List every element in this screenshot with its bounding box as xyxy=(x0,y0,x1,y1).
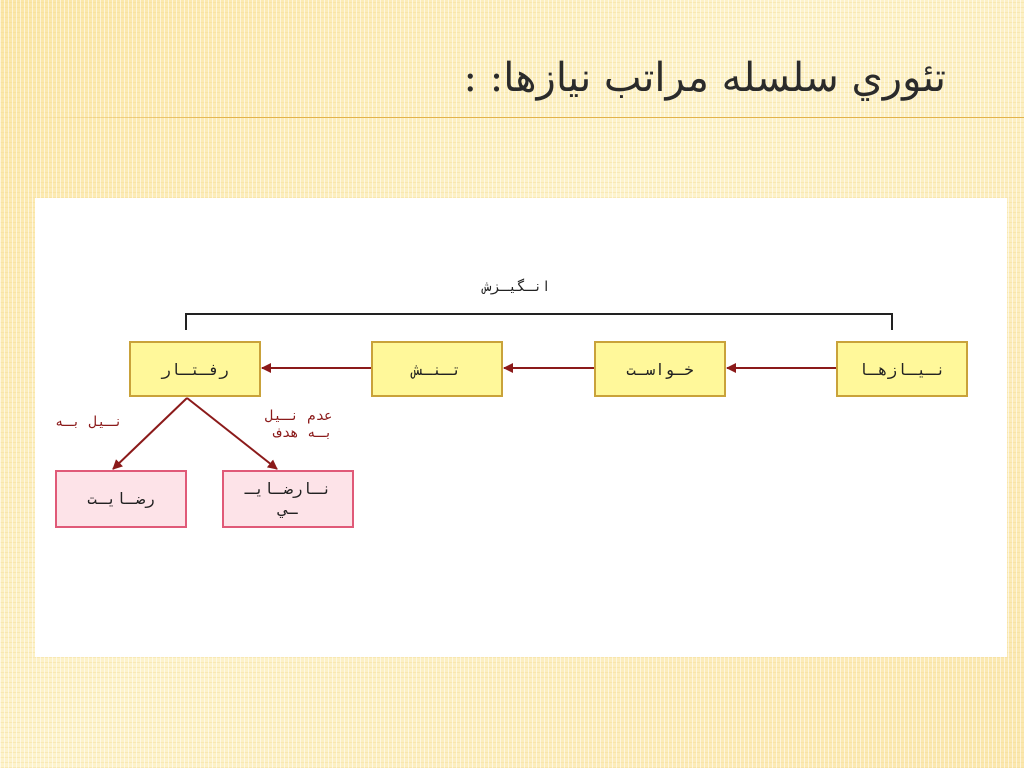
edge-label-not-achieve xyxy=(265,408,332,442)
motivation-bracket xyxy=(186,314,892,330)
node-tension-label: تـنـش xyxy=(412,359,462,379)
edge-label-not-achieve-line1: عدم نـيل xyxy=(265,408,333,424)
node-needs-label: نـيـازهـا xyxy=(858,359,946,379)
arrow-behavior-to-satisfaction xyxy=(113,398,187,469)
node-dissatisfaction-label-line1: نـارضـايـ xyxy=(244,479,332,498)
edge-label-achieve: نـيل بـه xyxy=(55,414,123,430)
node-behavior-label: رفـتـار xyxy=(161,359,229,379)
node-dissatisfaction xyxy=(222,470,354,528)
diagram-connectors xyxy=(35,198,1007,657)
slide-title: تئوري سلسله مراتب نيازها: : xyxy=(463,55,946,101)
node-satisfaction xyxy=(55,470,187,528)
title-underline xyxy=(30,117,1024,118)
node-desire-label: خـواسـت xyxy=(626,359,694,379)
title-area xyxy=(0,0,1024,120)
node-satisfaction-label: رضـايـت xyxy=(87,489,155,508)
node-tension xyxy=(371,341,503,397)
motivation-label: انـگيـزش xyxy=(483,279,551,295)
node-desire xyxy=(594,341,726,397)
node-needs xyxy=(836,341,968,397)
node-behavior xyxy=(129,341,261,397)
node-dissatisfaction-label-line2: ـي xyxy=(278,499,298,518)
diagram-canvas xyxy=(35,198,1007,657)
edge-label-not-achieve-line2: بـه هدف xyxy=(273,425,333,441)
arrow-behavior-to-dissatisfaction xyxy=(187,398,277,469)
